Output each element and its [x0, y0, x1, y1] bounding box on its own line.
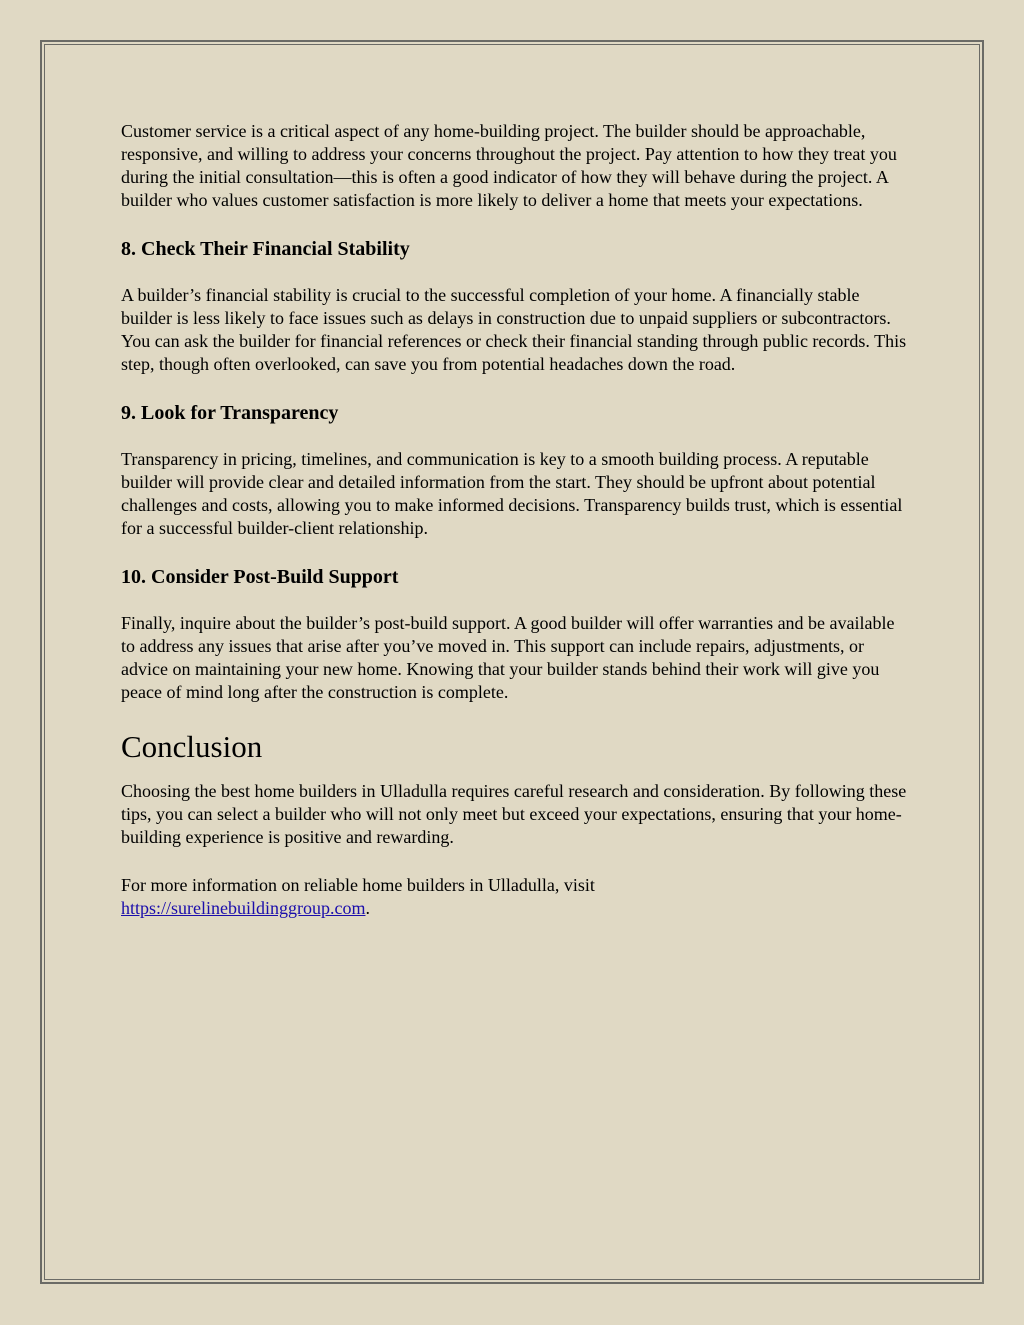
section-post-build-support — [121, 565, 911, 704]
conclusion-heading: Conclusion — [121, 729, 263, 764]
section-transparency — [121, 401, 911, 540]
section-heading: 9. Look for Transparency — [121, 402, 339, 424]
link-suffix: . — [365, 898, 370, 918]
section-body: A builder’s financial stability is crucial to the successful completion of your home. A financially stable builder is less likely to face issues such as delays in construction due to unpaid suppliers or subcontractors. You can ask the builder for financial references or check their financial standing through public records. This step, though often overlooked, can save you from potential headaches down the road. — [121, 285, 907, 374]
conclusion-paragraph: Choosing the best home builders in Ulladulla requires careful research and consideration. By following these tips, you can select a builder who will not only meet but exceed your expectations, ensuring that your home-building experience is positive and rewarding. — [121, 781, 907, 847]
section-financial-stability — [121, 237, 911, 376]
section-heading: 8. Check Their Financial Stability — [121, 238, 410, 260]
document-content — [121, 120, 911, 945]
section-body: Finally, inquire about the builder’s post-build support. A good builder will offer warranties and be available to address any issues that arise after you’ve moved in. This support can include repairs, adjustments, or advice on maintaining your new home. Knowing that your builder stands behind their work will give you peace of mind long after the construction is complete. — [121, 613, 895, 702]
section-body: Transparency in pricing, timelines, and communication is key to a smooth building process. A reputable builder will provide clear and detailed information from the start. They should be upfront about potential challenges and costs, allowing you to make informed decisions. Transparency builds trust, which is essential for a successful builder-client relationship. — [121, 449, 903, 538]
section-heading: 10. Consider Post-Build Support — [121, 566, 399, 588]
more-info-paragraph — [121, 874, 911, 920]
intro-paragraph: Customer service is a critical aspect of any home-building project. The builder should be approachable, responsive, and willing to address your concerns throughout the project. Pay attention to how they treat you during the initial consultation—this is often a good indicator of how they will behave during the project. A builder who values customer satisfaction is more likely to deliver a home that meets your expectations. — [121, 121, 897, 210]
website-link[interactable]: https://surelinebuildinggroup.com — [121, 898, 366, 918]
more-info-text: For more information on reliable home builders in Ulladulla, visit — [121, 875, 595, 895]
